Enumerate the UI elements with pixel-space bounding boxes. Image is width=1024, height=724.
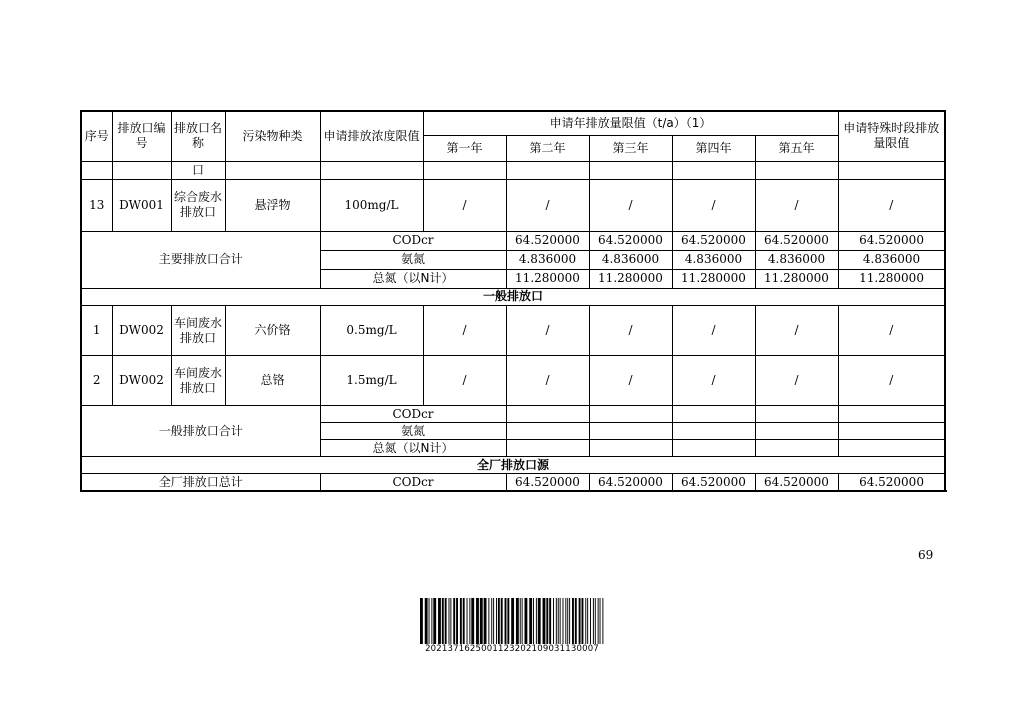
row-outlet-code: DW001: [112, 179, 171, 231]
table-row: [81, 356, 945, 406]
barcode-bar: [433, 598, 436, 644]
barcode: [420, 598, 604, 644]
total-year-2: 4.836000: [589, 250, 672, 269]
barcode-bar: [488, 598, 489, 644]
emission-limits-table-container: [80, 110, 944, 492]
header-concentration-limit: 申请排放浓度限值: [320, 111, 423, 161]
row-year-1: /: [423, 179, 506, 231]
barcode-bar: [575, 598, 577, 644]
general-section-title: 一般排放口: [81, 288, 945, 305]
barcode-bar: [516, 598, 519, 644]
row-year-5: /: [755, 305, 838, 355]
barcode-bar: [579, 598, 581, 644]
total-year-5: [838, 423, 945, 440]
row-outlet-name: 车间废水排放口: [171, 356, 225, 406]
row-concentration: 1.5mg/L: [320, 356, 423, 406]
continued-outlet-name: 口: [171, 161, 225, 179]
row-year-2: /: [506, 179, 589, 231]
total-year-3: 64.520000: [672, 231, 755, 250]
total-year-4: 64.520000: [755, 231, 838, 250]
barcode-bar: [438, 598, 441, 644]
header-outlet-name: 排放口名称: [171, 111, 225, 161]
barcode-bar: [560, 598, 561, 644]
row-year-4: /: [672, 179, 755, 231]
header-annual-limit: 申请年排放量限值（t/a）（1）: [423, 111, 838, 135]
row-year-4: /: [672, 356, 755, 406]
barcode-bar: [467, 598, 468, 644]
barcode-bar: [593, 598, 594, 644]
barcode-bar: [484, 598, 487, 644]
barcode-bar: [582, 598, 584, 644]
barcode-bar: [505, 598, 507, 644]
row-outlet-name: 综合废水排放口: [171, 179, 225, 231]
barcode-bar: [567, 598, 568, 644]
barcode-bar: [600, 598, 601, 644]
total-year-2: 64.520000: [589, 231, 672, 250]
page-number: 69: [918, 548, 934, 562]
row-year-3: /: [589, 179, 672, 231]
barcode-bar: [429, 598, 430, 644]
row-year-3: /: [589, 305, 672, 355]
row-special: /: [838, 179, 945, 231]
barcode-bar: [431, 598, 432, 644]
row-concentration: 0.5mg/L: [320, 305, 423, 355]
barcode-bar: [425, 598, 428, 644]
barcode-bar: [498, 598, 500, 644]
row-year-1: /: [423, 305, 506, 355]
barcode-bar: [556, 598, 557, 644]
table-row: [81, 179, 945, 231]
total-year-4: 64.520000: [755, 474, 838, 491]
barcode-number: 2021371625001123202109031130007: [425, 644, 599, 654]
barcode-bar: [549, 598, 551, 644]
barcode-bar: [420, 598, 423, 644]
barcode-bar: [546, 598, 548, 644]
total-year-1: [506, 440, 589, 457]
header-pollutant: 污染物种类: [225, 111, 320, 161]
total-year-1: 64.520000: [506, 474, 589, 491]
total-pollutant: 氨氮: [320, 423, 506, 440]
total-year-5: [838, 440, 945, 457]
barcode-bar: [590, 598, 591, 644]
total-year-3: [672, 406, 755, 423]
barcode-bar: [536, 598, 537, 644]
total-year-3: [672, 440, 755, 457]
barcode-bar: [493, 598, 494, 644]
total-year-1: [506, 423, 589, 440]
barcode-bar: [565, 598, 566, 644]
barcode-bar: [480, 598, 483, 644]
total-year-4: [755, 406, 838, 423]
barcode-bar: [595, 598, 596, 644]
barcode-bar: [522, 598, 523, 644]
row-pollutant: 总铬: [225, 356, 320, 406]
total-year-3: [672, 423, 755, 440]
total-year-4: [755, 440, 838, 457]
plant-total-label: 全厂排放口总计: [81, 474, 320, 491]
total-pollutant: CODcr: [320, 474, 506, 491]
row-year-1: /: [423, 356, 506, 406]
section-row: [81, 288, 945, 305]
total-year-3: 64.520000: [672, 474, 755, 491]
total-year-5: 4.836000: [838, 250, 945, 269]
total-pollutant: CODcr: [320, 406, 506, 423]
total-year-4: 4.836000: [755, 250, 838, 269]
total-year-5: 11.280000: [838, 269, 945, 288]
row-year-2: /: [506, 356, 589, 406]
row-concentration: 100mg/L: [320, 179, 423, 231]
continuation-row: [81, 161, 945, 179]
row-year-2: /: [506, 305, 589, 355]
total-year-4: [755, 423, 838, 440]
header-year-5: 第五年: [755, 135, 838, 161]
section-row: [81, 457, 945, 474]
barcode-bar: [501, 598, 503, 644]
barcode-bar: [598, 598, 599, 644]
row-outlet-code: DW002: [112, 356, 171, 406]
total-year-5: [838, 406, 945, 423]
barcode-bar: [449, 598, 450, 644]
general-total-label: 一般排放口合计: [81, 406, 320, 457]
total-pollutant: 总氮（以N计）: [320, 269, 506, 288]
header-year-4: 第四年: [672, 135, 755, 161]
header-seq: 序号: [81, 111, 112, 161]
barcode-bar: [533, 598, 534, 644]
total-year-1: 4.836000: [506, 250, 589, 269]
barcode-bar: [520, 598, 521, 644]
barcode-bar: [602, 598, 603, 644]
barcode-bar: [471, 598, 474, 644]
barcode-bar: [587, 598, 588, 644]
total-pollutant: 总氮（以N计）: [320, 440, 506, 457]
total-year-4: 11.280000: [755, 269, 838, 288]
row-outlet-name: 车间废水排放口: [171, 305, 225, 355]
row-year-3: /: [589, 356, 672, 406]
total-pollutant: 氨氮: [320, 250, 506, 269]
plant-section-title: 全厂排放口源: [81, 457, 945, 474]
barcode-bar: [450, 598, 451, 644]
row-seq: 1: [81, 305, 112, 355]
header-year-3: 第三年: [589, 135, 672, 161]
main-total-label: 主要排放口合计: [81, 231, 320, 288]
row-year-4: /: [672, 305, 755, 355]
total-year-3: 4.836000: [672, 250, 755, 269]
barcode-bar: [538, 598, 541, 644]
total-year-2: [589, 406, 672, 423]
total-year-1: 64.520000: [506, 231, 589, 250]
row-pollutant: 六价铬: [225, 305, 320, 355]
barcode-bar: [569, 598, 570, 644]
total-year-2: 11.280000: [589, 269, 672, 288]
barcode-bar: [491, 598, 492, 644]
total-year-1: 11.280000: [506, 269, 589, 288]
table-row: [81, 305, 945, 355]
row-year-5: /: [755, 356, 838, 406]
barcode-bar: [463, 598, 465, 644]
total-year-2: 64.520000: [589, 474, 672, 491]
barcode-bar: [453, 598, 455, 644]
barcode-bar: [442, 598, 444, 644]
total-pollutant: CODcr: [320, 231, 506, 250]
barcode-bar: [563, 598, 564, 644]
total-year-2: [589, 440, 672, 457]
row-seq: 13: [81, 179, 112, 231]
barcode-bar: [525, 598, 528, 644]
general-total-row: [81, 406, 945, 423]
total-year-3: 11.280000: [672, 269, 755, 288]
total-year-1: [506, 406, 589, 423]
barcode-bar: [529, 598, 532, 644]
barcode-bar: [558, 598, 559, 644]
barcode-bar: [456, 598, 458, 644]
barcode-bar: [553, 598, 554, 644]
barcode-bar: [572, 598, 574, 644]
barcode-bar: [476, 598, 479, 644]
row-pollutant: 悬浮物: [225, 179, 320, 231]
header-row-1: [81, 111, 945, 135]
row-outlet-code: DW002: [112, 305, 171, 355]
header-special-period-limit: 申请特殊时段排放量限值: [838, 111, 945, 161]
barcode-bar: [460, 598, 462, 644]
total-year-5: 64.520000: [838, 474, 945, 491]
header-year-1: 第一年: [423, 135, 506, 161]
barcode-bar: [507, 598, 509, 644]
barcode-bar: [469, 598, 470, 644]
header-year-2: 第二年: [506, 135, 589, 161]
plant-total-row: [81, 474, 945, 491]
emission-limits-table: [80, 110, 946, 492]
header-outlet-code: 排放口编号: [112, 111, 171, 161]
row-special: /: [838, 356, 945, 406]
barcode-bar: [445, 598, 447, 644]
barcode-bar: [496, 598, 497, 644]
row-year-5: /: [755, 179, 838, 231]
row-special: /: [838, 305, 945, 355]
main-total-row: [81, 231, 945, 250]
total-year-5: 64.520000: [838, 231, 945, 250]
barcode-bar: [585, 598, 586, 644]
barcode-bar: [543, 598, 546, 644]
total-year-2: [589, 423, 672, 440]
barcode-bar: [511, 598, 514, 644]
row-seq: 2: [81, 356, 112, 406]
